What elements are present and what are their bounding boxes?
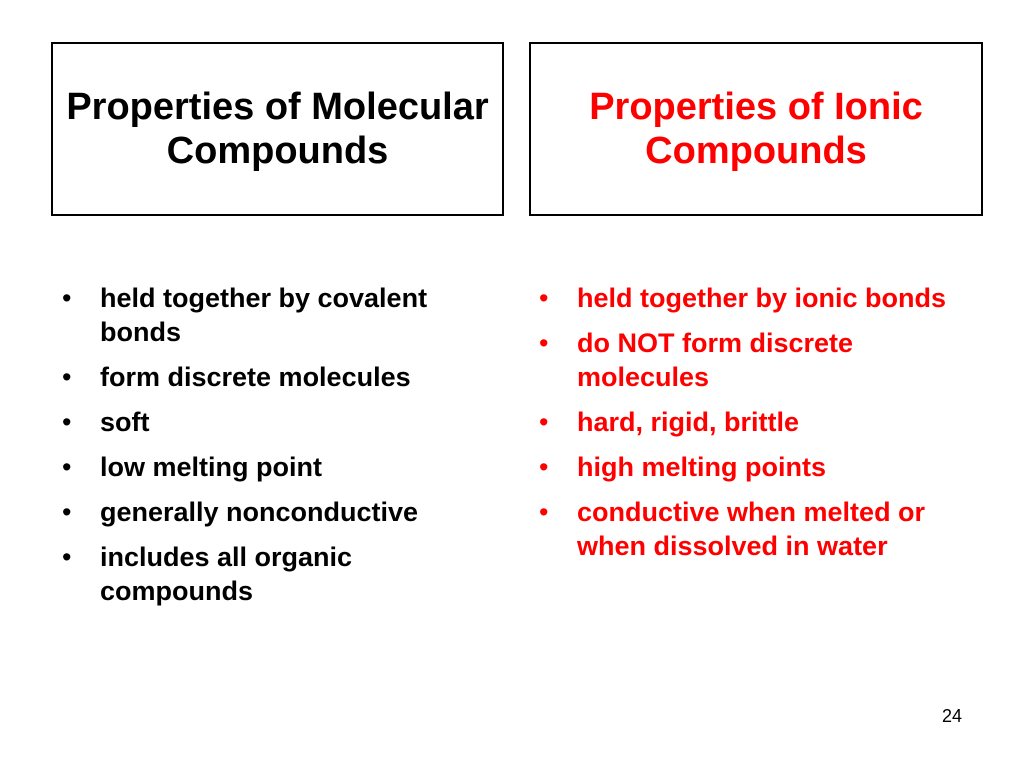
page-number: 24: [941, 706, 962, 726]
list-item-text: includes all organic compounds: [100, 542, 353, 606]
ionic-title: Properties of Ionic Compounds: [589, 85, 923, 172]
list-item: [62, 281, 512, 349]
bullet-icon: •: [539, 497, 549, 527]
bullet-icon: •: [62, 497, 72, 527]
list-item: [62, 540, 512, 608]
molecular-title: Properties of Molecular Compounds: [66, 85, 489, 172]
list-item: [539, 450, 979, 484]
bullet-icon: •: [539, 452, 549, 482]
bullet-icon: •: [62, 362, 72, 392]
list-item-text: generally nonconductive: [100, 497, 419, 527]
bullet-icon: •: [539, 283, 549, 313]
list-item: [539, 405, 979, 439]
list-item-text: form discrete molecules: [100, 362, 411, 392]
list-item-text: soft: [100, 407, 150, 437]
bullet-icon: •: [62, 542, 72, 572]
list-item-text: held together by ionic bonds: [577, 283, 947, 313]
bullet-icon: •: [539, 407, 549, 437]
list-item-text: do NOT form discrete molecules: [577, 328, 854, 392]
molecular-title-box: [51, 42, 504, 216]
list-item-text: high melting points: [577, 452, 826, 482]
ionic-properties-list: [539, 281, 979, 574]
ionic-title-box: [529, 42, 983, 216]
list-item: [539, 326, 979, 394]
bullet-icon: •: [62, 283, 72, 313]
list-item: [62, 450, 512, 484]
bullet-icon: •: [62, 407, 72, 437]
list-item: [62, 405, 512, 439]
list-item-text: hard, rigid, brittle: [577, 407, 800, 437]
list-item-text: conductive when melted or when dissolved in water: [577, 497, 926, 561]
molecular-properties-list: [62, 281, 512, 619]
list-item: [539, 281, 979, 315]
list-item-text: held together by covalent bonds: [100, 283, 428, 347]
bullet-icon: •: [62, 452, 72, 482]
list-item: [62, 360, 512, 394]
list-item-text: low melting point: [100, 452, 322, 482]
bullet-icon: •: [539, 328, 549, 358]
list-item: [539, 495, 979, 563]
list-item: [62, 495, 512, 529]
